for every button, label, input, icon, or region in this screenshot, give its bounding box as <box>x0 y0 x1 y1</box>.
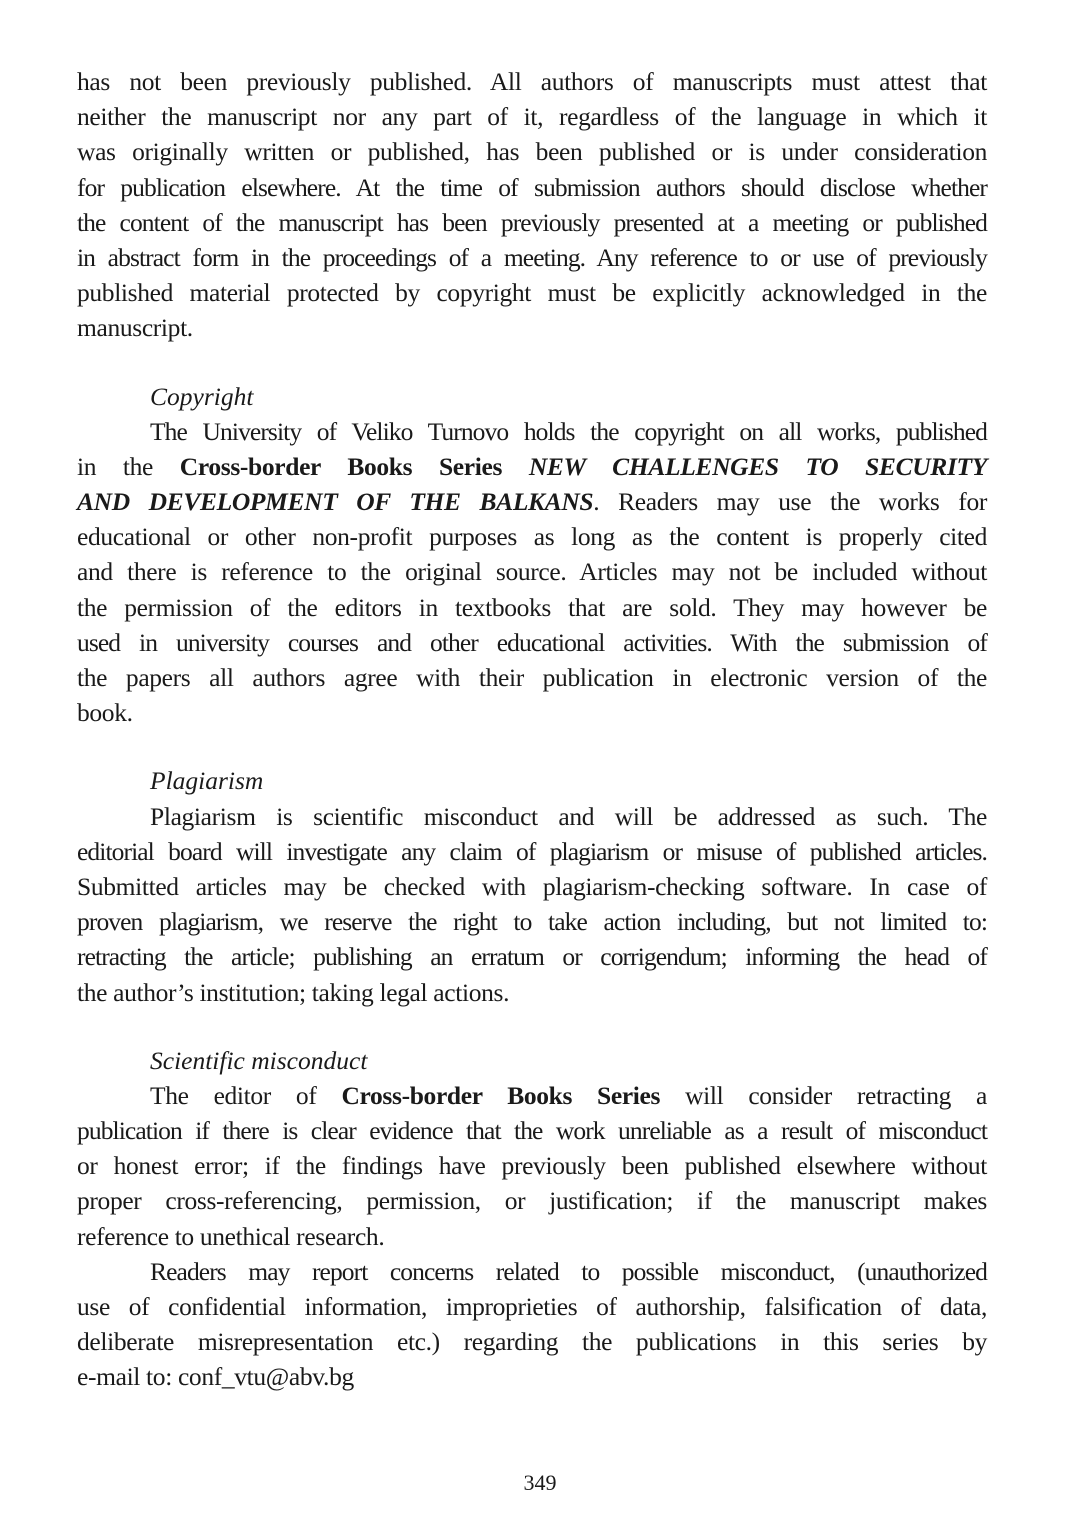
text-line: the content of the manuscript has been previously presented at a meeting or published <box>77 207 987 237</box>
text-fragment <box>502 452 529 481</box>
series-name: Cross-border Books Series <box>341 1080 661 1110</box>
text-line: publication if there is clear evidence that the work unreliable as a result of misconduct <box>77 1116 987 1146</box>
section-gap <box>77 346 987 379</box>
text-line: reference to unethical research. <box>77 1221 385 1251</box>
text-fragment: will consider retracting a <box>660 1080 988 1110</box>
text-line: editorial board will investigate any claim of plagiarism or misuse of published articles. <box>77 836 987 866</box>
text-line <box>77 484 987 519</box>
page-number: 349 <box>523 1470 557 1495</box>
text-line: the permission of the editors in textbooks that are sold. They may however be <box>77 592 987 622</box>
text-fragment: in the <box>77 451 180 481</box>
text-line: was originally written or published, has been published or is under consideration <box>77 137 987 167</box>
section-gap <box>77 1010 987 1043</box>
text-line: published material protected by copyright must be explicitly acknowledged in the <box>77 278 987 308</box>
text-line: Submitted articles may be checked with plagiarism-checking software. In case of <box>77 871 987 901</box>
plagiarism-section <box>77 763 987 1009</box>
book-title: AND DEVELOPMENT OF THE BALKANS <box>77 487 594 517</box>
text-fragment: e-mail to: <box>77 1362 178 1392</box>
text-line: use of confidential information, improprieties of authorship, falsification of data, <box>77 1292 987 1321</box>
text-line: Readers may report concerns related to possible misconduct, (unauthorized <box>150 1256 987 1286</box>
text-fragment: . Readers may use the works for <box>593 487 987 517</box>
copyright-section <box>77 379 987 731</box>
text-line: manuscript. <box>77 313 193 343</box>
text-line: for publication elsewhere. At the time of submission authors should disclose whether <box>77 172 987 202</box>
section-heading-copyright: Copyright <box>150 381 254 411</box>
text-line <box>77 1359 987 1394</box>
email-address[interactable]: conf_vtu@abv.bg <box>177 1362 354 1392</box>
text-fragment: The editor of <box>150 1080 342 1110</box>
text-line: the author’s institution; taking legal actions. <box>77 977 510 1007</box>
text-line <box>77 449 987 484</box>
text-line: or honest error; if the findings have previously been published elsewhere without <box>77 1151 987 1181</box>
text-line: and there is reference to the original source. Articles may not be included without <box>77 557 987 587</box>
text-line: retracting the article; publishing an erratum or corrigendum; informing the head of <box>77 942 987 972</box>
text-line: has not been previously published. All authors of manuscripts must attest that <box>77 67 987 96</box>
text-line <box>77 1078 987 1113</box>
text-line: Plagiarism is scientific misconduct and will be addressed as such. The <box>150 801 987 831</box>
scientific-misconduct-section <box>77 1043 987 1395</box>
book-title: NEW CHALLENGES TO SECURITY <box>528 451 987 481</box>
text-line: deliberate misrepresentation etc.) regarding the publications in this series by <box>77 1327 987 1357</box>
document-page <box>77 64 987 1395</box>
text-line: in abstract form in the proceedings of a meeting. Any reference to or use of previously <box>77 242 987 272</box>
series-name: Cross-border Books Series <box>179 451 503 481</box>
text-line: the papers all authors agree with their publication in electronic version of the <box>77 663 987 692</box>
section-heading-scientific-misconduct: Scientific misconduct <box>150 1045 368 1075</box>
section-heading-plagiarism: Plagiarism <box>150 766 264 796</box>
text-line: used in university courses and other educational activities. With the submission of <box>77 627 987 657</box>
text-line: proper cross-referencing, permission, or justification; if the manuscript makes <box>77 1186 987 1216</box>
intro-paragraph <box>77 64 987 346</box>
text-line: book. <box>77 698 133 728</box>
text-line: proven plagiarism, we reserve the right to take action including, but not limited to: <box>77 907 987 937</box>
section-gap <box>77 730 987 763</box>
text-line: educational or other non-profit purposes as long as the content is properly cited <box>77 522 987 552</box>
text-line: The University of Veliko Turnovo holds the copyright on all works, published <box>150 416 987 446</box>
text-line: neither the manuscript nor any part of it, regardless of the language in which it <box>77 102 987 132</box>
